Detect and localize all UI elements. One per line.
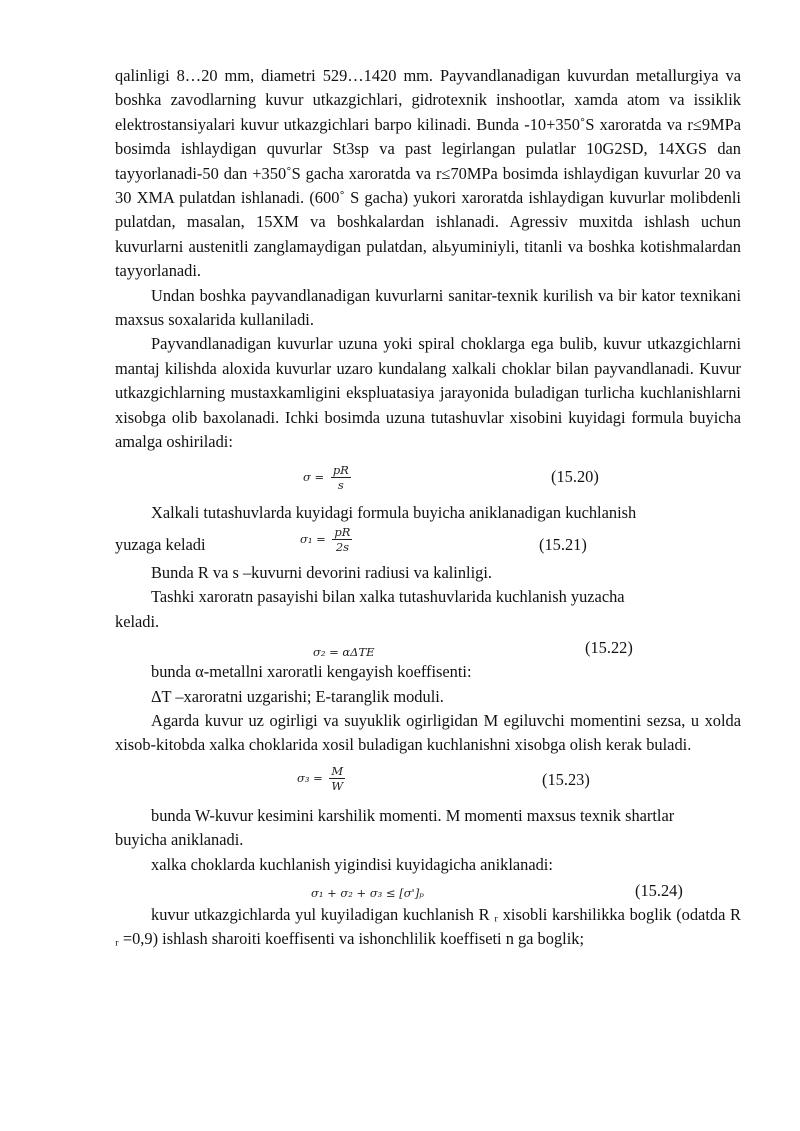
paragraph-5: Bunda R va s –kuvurni devorini radiusi va kalinligi. xyxy=(151,562,492,582)
paragraph-1: qalinligi 8…20 mm, diametri 529…1420 mm. Payvandlanadigan kuvurdan metallurgiya va boshka zavodlarning kuvur utkazgichlari, gidrotexnik inshootlar, xamda atom va issiklik elektrostansiyalari kuvur utkazgichlari barpo kilinadi. Bunda -10+350˚S xaroratda va r≤9MPa bosimda ishlaydigan quvurlar St3sp va past legirlangan pulatlar 10G2SD, 14XGS dan tayyorlanadi-50 dan +350˚S gacha xaroratda va r≤70MPa bosimda ishlaydigan kuvurlar 20 va 30 XMA pulatdan ishlanadi. (600˚ S gacha) yukori xaroratda ishlaydigan kuvurlar molibdenli pulatdan, masalan, 15XM va boshkalardan ishlanadi. Agressiv muxitda ishlash uchun kuvurlarni austenitli zanglamaydigan pulatdan, alьyuminiyli, titanli va boshka kotishmalardan tayyorlanadi. xyxy=(115,66,741,281)
document-page xyxy=(115,64,741,952)
equation-15-20: σ = $\frac{pR}{s}$ xyxy=(303,462,349,492)
equation-number-15-24: (15.24) xyxy=(635,880,683,900)
equation-number-15-22: (15.22) xyxy=(585,638,633,658)
equation-15-22-row xyxy=(115,634,741,660)
equation-15-24: σ₁ + σ₂ + σ₃ ≤ [σ']ₚ xyxy=(311,885,424,900)
equation-15-23-row xyxy=(115,758,741,804)
paragraph-10: bunda W-kuvur kesimini karshilik momenti. M momenti maxsus texnik shartlar buyicha aniklanadi. xyxy=(115,805,675,850)
paragraph-6: Tashki xaroratn pasayishi bilan xalka tutashuvlarida kuchlanish yuzacha keladi. xyxy=(115,587,625,631)
equation-15-21: σ₁ = $\frac{pR}{2s}$ xyxy=(300,524,351,554)
equation-number-15-21: (15.21) xyxy=(539,534,587,554)
paragraph-2: Undan boshka payvandlanadigan kuvurlarni sanitar-texnik kurilish va bir kator texnikani maxsus soxalarida kullaniladi. xyxy=(115,285,741,330)
paragraph-3: Payvandlanadigan kuvurlar uzuna yoki spiral choklarga ega bulib, kuvur utkazgichlarni mantaj kilishda aloxida kuvurlar uzaro kundalang xalkali choklar bilan payvandlanadi. Kuvur utkazgichlarning mustaxkamligini ekspluatasiya jarayonida buladigan turlicha kuchlanishlarni xisobga olib baxolanadi. Ichki bosimda uzuna tutashuvlar xisobini kuyidagi formula buyicha amalga oshiriladi: xyxy=(115,334,741,452)
equation-15-23: σ₃ = $\frac{M}{W}$ xyxy=(297,763,344,793)
paragraph-12: kuvur utkazgichlarda yul kuyiladigan kuchlanish R ᵣ xisobli karshilikka boglik (odatda R ᵣ =0,9) ishlash sharoiti koeffisenti va ishonchlilik koeffiseti n ga boglik; xyxy=(115,904,741,949)
equation-number-15-23: (15.23) xyxy=(542,769,590,789)
paragraph-8: ΔT –xaroratni uzgarishi; E-taranglik moduli. xyxy=(151,686,444,706)
paragraph-11: xalka choklarda kuchlanish yigindisi kuyidagicha aniklanadi: xyxy=(151,854,553,874)
equation-15-24-row xyxy=(115,877,741,903)
equation-15-20-row xyxy=(115,455,741,501)
paragraph-4: Xalkali tutashuvlarda kuyidagi formula buyicha aniklanadigan kuchlanish xyxy=(151,502,637,522)
equation-15-22: σ₂ = αΔTE xyxy=(313,645,375,660)
paragraph-9: Agarda kuvur uz ogirligi va suyuklik ogirligidan M egiluvchi momentini sezsa, u xolda xisob-kitobda xalka choklarida xosil buladigan kuchlanishni xisobga olish kerak buladi. xyxy=(115,710,741,755)
equation-15-21-row xyxy=(115,525,741,561)
paragraph-7: bunda α-metallni xaroratli kengayish koeffisenti: xyxy=(151,662,472,682)
equation-number-15-20: (15.20) xyxy=(551,466,599,486)
paragraph-4-continued: yuzaga keladi xyxy=(115,534,206,554)
